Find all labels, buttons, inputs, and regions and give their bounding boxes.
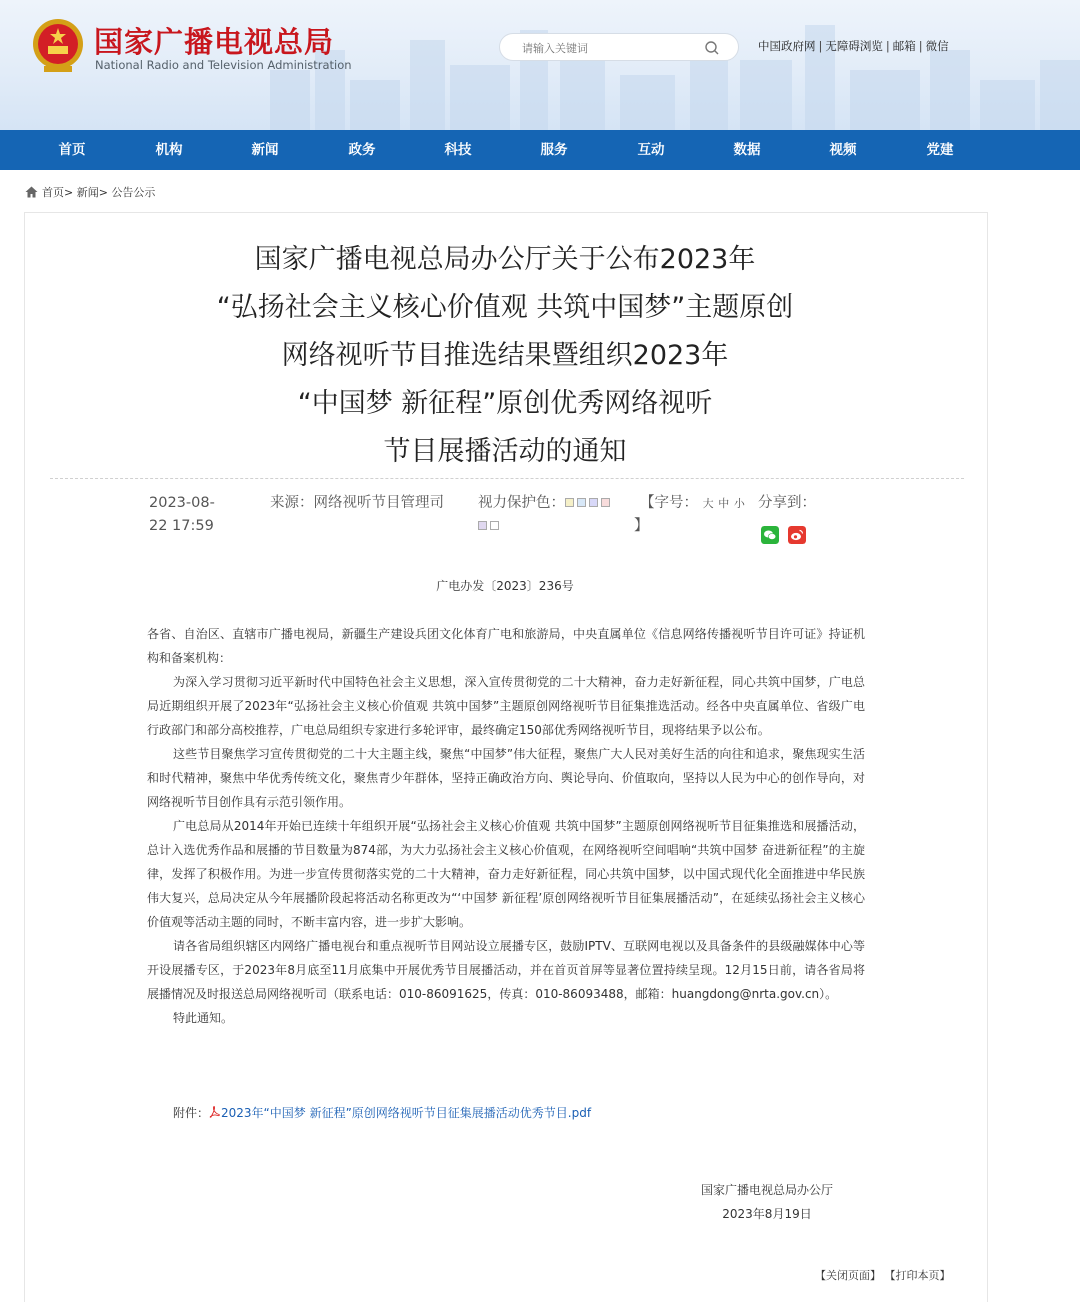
title-divider (50, 478, 964, 479)
signature-date: 2023年8月19日 (722, 1207, 812, 1221)
publish-date (149, 492, 215, 538)
paragraph: 这些节目聚焦学习宣传贯彻党的二十大主题主线，聚焦“中国梦”伟大征程，聚焦广大人民对美好生活的向往和追求，聚焦现实生活和时代精神，聚焦中华优秀传统文化，聚焦青少年群体，坚持正确政治方向、舆论导向、价值取向，坚持以人民为中心的创作导向，对网络视听节目创作具有示范引领作用。 (147, 747, 865, 809)
article-body (147, 622, 865, 1030)
paragraph: 请各省局组织辖区内网络广播电视台和重点视听节目网站设立展播专区，鼓励IPTV、互联网电视以及具备条件的县级融媒体中心等开设展播专区，于2023年8月底至11月底集中开展优秀节目展播活动，并在首页首屏等显著位置持续呈现。12月15日前，请各省局将展播情况及时报送总局网络视听司（联系电话：010-86091625，传真：010-86093488，邮箱：huangdong@nrta.gov.cn）。 (147, 939, 865, 1001)
skyline-background (260, 0, 1080, 130)
closing-line: 特此通知。 (173, 1011, 234, 1025)
share-label: 分享到： (758, 495, 816, 511)
title-line: 国家广播电视总局办公厅关于公布2023年 (254, 244, 756, 275)
nav-item-data[interactable]: 数据 (733, 142, 761, 158)
page-actions (815, 1267, 951, 1283)
document-number: 广电办发〔2023〕236号 (436, 579, 574, 593)
top-link-wechat[interactable]: 微信 (925, 39, 949, 53)
font-size-close: 】 (634, 518, 649, 534)
separator: | (818, 39, 823, 53)
top-link-mail[interactable]: 邮箱 (892, 39, 916, 53)
weibo-icon[interactable] (788, 526, 806, 544)
breadcrumb (25, 184, 155, 200)
breadcrumb-home[interactable]: 首页> (42, 186, 74, 199)
top-link-gov[interactable]: 中国政府网 (758, 39, 816, 53)
color-swatch-pink[interactable] (601, 498, 610, 507)
nav-item-interact[interactable]: 互动 (637, 142, 665, 158)
separator: | (918, 39, 923, 53)
pdf-icon (209, 1106, 220, 1118)
nav-item-affairs[interactable]: 政务 (348, 142, 376, 158)
close-page-link[interactable]: 【关闭页面】 (815, 1269, 881, 1282)
signature (697, 1178, 837, 1226)
article-title (0, 236, 1010, 476)
time-line: 22 17:59 (149, 518, 214, 534)
separator: | (885, 39, 890, 53)
wechat-icon[interactable] (761, 526, 779, 544)
print-page-link[interactable]: 【打印本页】 (884, 1269, 951, 1282)
search-box (499, 33, 739, 61)
attachment (173, 1104, 591, 1121)
signature-org: 国家广播电视总局办公厅 (700, 1183, 833, 1197)
main-nav (0, 130, 1080, 170)
eye-care-label: 视力保护色： (478, 495, 565, 511)
color-swatch-lavender[interactable] (589, 498, 598, 507)
breadcrumb-news[interactable]: 新闻> (76, 186, 108, 199)
nav-item-party[interactable]: 党建 (926, 142, 954, 158)
color-swatch-white[interactable] (490, 521, 499, 530)
salutation: 各省、自治区、直辖市广播电视局，新疆生产建设兵团文化体育广电和旅游局，中央直属单位《信息网络传播视听节目许可证》持证机构和备案机构： (147, 627, 865, 665)
color-swatch-blue[interactable] (577, 498, 586, 507)
paragraph: 广电总局从2014年开始已连续十年组织开展“弘扬社会主义核心价值观 共筑中国梦”主题原创网络视听节目征集推选和展播活动，总计入选优秀作品和展播的节目数量为874部，为大力弘扬社会主义核心价值观，在网络视听空间唱响“共筑中国梦 奋进新征程”的主旋律，发挥了积极作用。为进一步宣传贯彻落实党的二十大精神，奋力走好新征程，同心共筑中国梦，以中国式现代化全面推进中华民族伟大复兴，总局决定从今年展播阶段起将活动名称更改为“‘中国梦 新征程’原创网络视听节目征集展播活动”，在延续弘扬社会主义核心价值观等活动主题的同时，不断丰富内容，进一步扩大影响。 (147, 819, 865, 929)
nav-item-news[interactable]: 新闻 (251, 142, 279, 158)
font-size-small[interactable]: 小 (733, 497, 745, 510)
title-line: 网络视听节目推选结果暨组织2023年 (281, 340, 729, 371)
national-emblem-icon[interactable] (30, 16, 86, 76)
nav-item-video[interactable]: 视频 (829, 142, 857, 158)
color-swatch-purple[interactable] (478, 521, 487, 530)
font-size-large[interactable]: 大 (702, 497, 714, 510)
search-input[interactable] (522, 39, 692, 57)
date-line: 2023-08- (149, 495, 215, 511)
paragraph: 为深入学习贯彻习近平新时代中国特色社会主义思想，深入宣传贯彻党的二十大精神，奋力走好新征程，同心共筑中国梦，广电总局近期组织开展了2023年“弘扬社会主义核心价值观 共筑中国梦”主题原创网络视听节目征集推选活动。经各中央直属单位、省级广电行政部门和部分高校推荐，广电总局组织专家进行多轮评审，最终确定150部优秀网络视听节目，现将结果予以公布。 (147, 675, 865, 737)
nav-item-org[interactable]: 机构 (155, 142, 183, 158)
site-name-cn[interactable]: 国家广播电视总局 (94, 25, 335, 59)
font-size-control (640, 492, 745, 515)
attachment-link[interactable]: 2023年“中国梦 新征程”原创网络视听节目征集展播活动优秀节目.pdf (221, 1106, 592, 1120)
top-link-accessibility[interactable]: 无障碍浏览 (825, 39, 883, 53)
breadcrumb-notice[interactable]: 公告公示 (111, 186, 156, 199)
nav-item-home[interactable]: 首页 (58, 142, 86, 158)
top-links (758, 38, 949, 54)
site-header (0, 0, 1080, 130)
title-line: “中国梦 新征程”原创优秀网络视听 (297, 388, 713, 419)
attachment-label: 附件： (173, 1106, 210, 1120)
font-size-medium[interactable]: 中 (718, 497, 730, 510)
font-size-label: 【字号： (640, 495, 698, 511)
eye-care-color (478, 492, 633, 538)
nav-item-service[interactable]: 服务 (540, 142, 568, 158)
site-name-en[interactable]: National Radio and Television Administration (95, 58, 352, 72)
home-icon[interactable] (25, 186, 38, 198)
color-swatch-yellow[interactable] (565, 498, 574, 507)
title-line: “弘扬社会主义核心价值观 共筑中国梦”主题原创 (216, 292, 794, 323)
title-line: 节目展播活动的通知 (383, 436, 627, 467)
nav-item-tech[interactable]: 科技 (444, 142, 472, 158)
search-icon[interactable] (704, 40, 720, 56)
article-source: 来源：网络视听节目管理司 (270, 495, 444, 511)
